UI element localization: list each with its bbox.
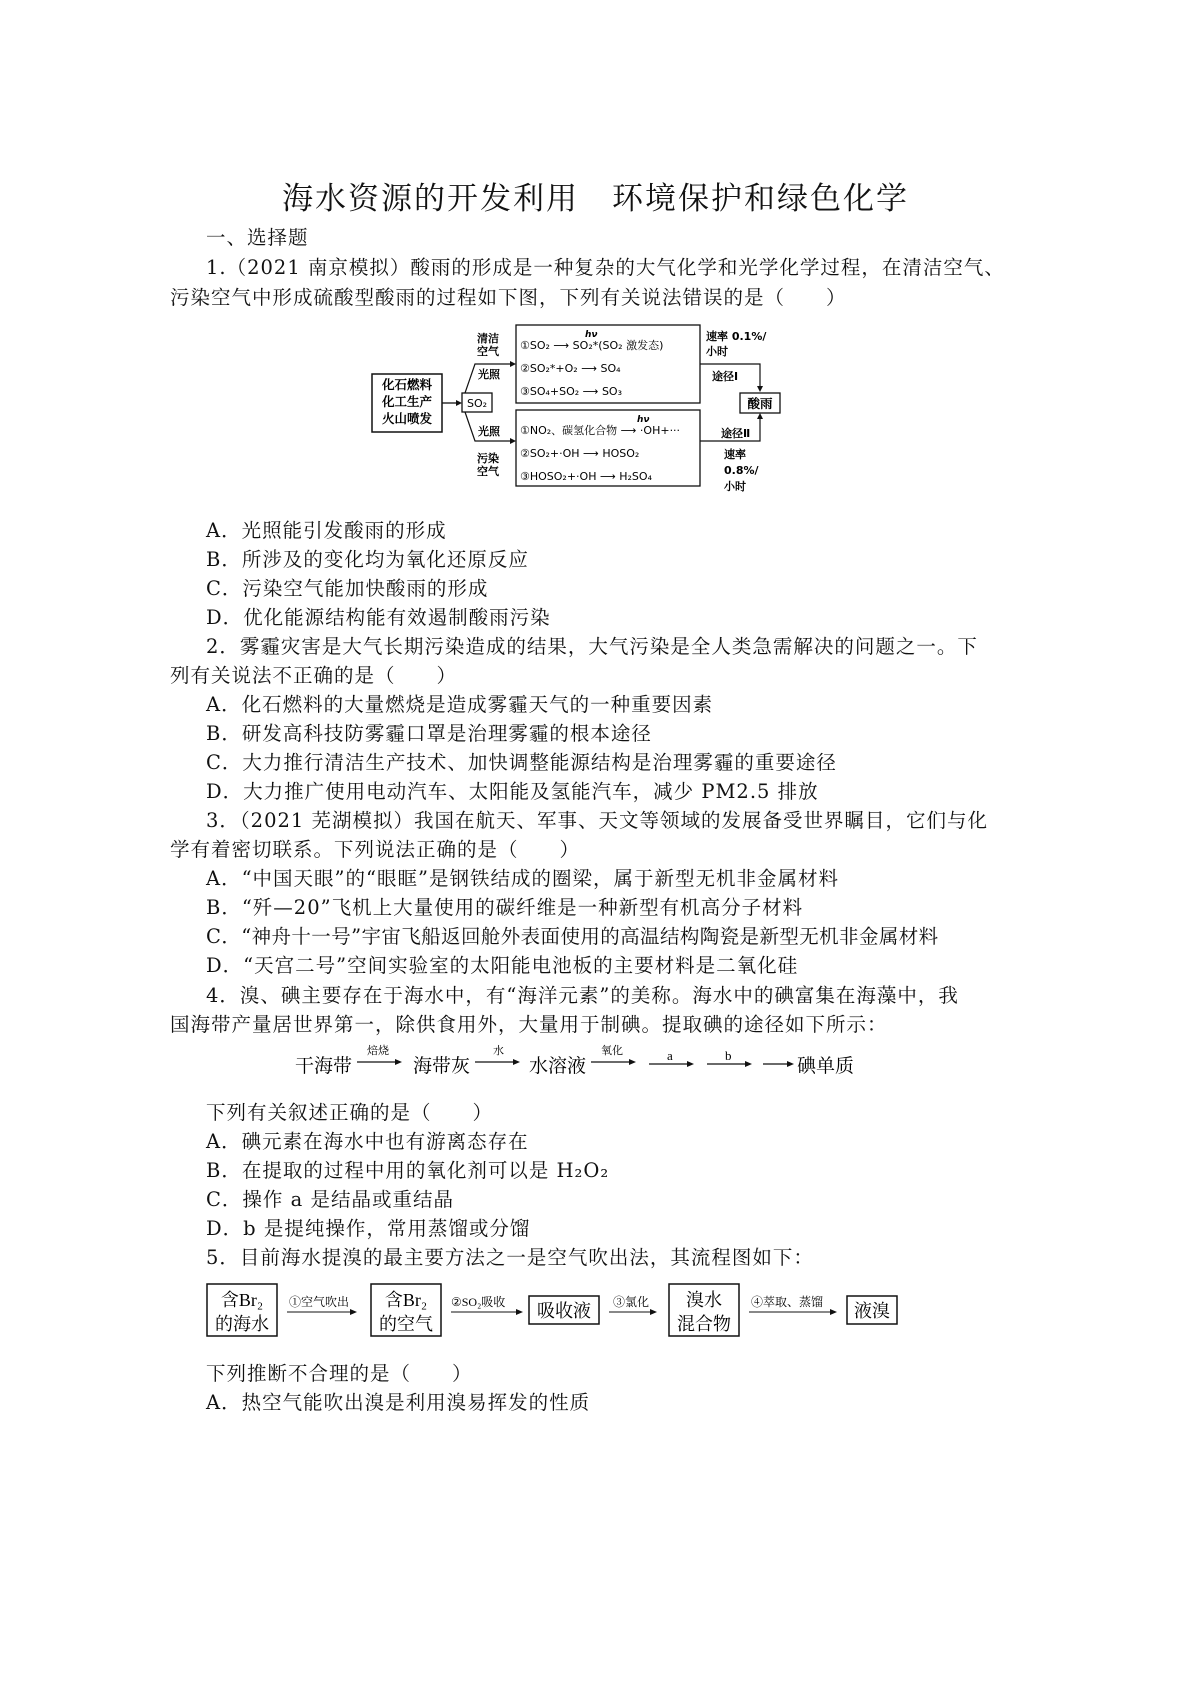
rate-bottom-3: 小时 (724, 480, 746, 493)
bromine-water-box-line1: 溴水 (686, 1290, 722, 1310)
q3-option-c: C．“神舟十一号”宇宙飞船返回舱外表面使用的高温结构陶瓷是新型无机非金属材料 (206, 925, 939, 948)
q4-option-c: C．操作 a 是结晶或重结晶 (206, 1188, 454, 1211)
path-1-label: 途径Ⅰ (712, 370, 739, 383)
q4-stem-line2: 国海带产量居世界第一，除供食用外，大量用于制碘。提取碘的途径如下所示： (170, 1013, 888, 1036)
light-top-label: 光照 (478, 368, 500, 381)
liquid-bromine-box: 液溴 (854, 1301, 890, 1321)
hv-bottom: hν (637, 415, 650, 425)
rate-bottom-2: 0.8%/ (724, 464, 759, 477)
q1-option-c: C．污染空气能加快酸雨的形成 (206, 577, 489, 600)
q5-stem-line1: 5．目前海水提溴的最主要方法之一是空气吹出法，其流程图如下： (206, 1246, 814, 1269)
polluted-air-label-2: 空气 (477, 465, 499, 478)
page-title: 海水资源的开发利用 环境保护和绿色化学 (282, 181, 909, 217)
q2-option-d: D．大力推广使用电动汽车、太阳能及氢能汽车，减少 PM2.5 排放 (206, 780, 819, 803)
iodine-flow (295, 1040, 875, 1082)
q2-stem-line2: 列有关说法不正确的是（ ） (170, 664, 458, 687)
q2-option-b: B．研发高科技防雾霾口罩是治理雾霾的根本途径 (206, 722, 652, 745)
flow-node-solution: 水溶液 (529, 1056, 587, 1077)
flow-step-roast: 焙烧 (367, 1045, 389, 1057)
bottom-reaction-3: ③HOSO₂+·OH ⟶ H₂SO₄ (520, 470, 652, 483)
section-heading: 一、选择题 (206, 226, 309, 249)
q3-option-b: B．“歼—20”飞机上大量使用的碳纤维是一种新型有机高分子材料 (206, 896, 804, 919)
q1-option-a: A．光照能引发酸雨的形成 (206, 519, 447, 542)
polluted-air-label-1: 污染 (477, 452, 499, 465)
step-so2-absorb: ②SO₂吸收 (451, 1295, 506, 1309)
q4-stem-line1: 4．溴、碘主要存在于海水中，有“海洋元素”的美称。海水中的碘富集在海藻中，我 (206, 984, 959, 1007)
top-reaction-1: ①SO₂ ⟶ SO₂*(SO₂ 激发态) (520, 339, 664, 352)
flow-step-a: a (667, 1048, 673, 1063)
q4-question: 下列有关叙述正确的是（ ） (206, 1101, 494, 1124)
flow-step-water: 水 (493, 1045, 504, 1057)
so2-node: SO₂ (466, 397, 488, 410)
step-extract-distill: ④萃取、蒸馏 (751, 1295, 824, 1309)
clean-air-label-1: 清洁 (477, 332, 499, 345)
q1-stem-line1: 1.（2021 南京模拟）酸雨的形成是一种复杂的大气化学和光学化学过程，在清洁空气、 (206, 256, 1005, 279)
step-chlorinate: ③氯化 (613, 1295, 650, 1309)
hv-top: hν (585, 330, 598, 340)
path-2-label: 途径Ⅱ (721, 427, 751, 440)
q3-stem-line1: 3．（2021 芜湖模拟）我国在航天、军事、天文等领域的发展备受世界瞩目，它们与化 (206, 809, 988, 832)
seawater-box-line1: 含Br₂ (220, 1290, 264, 1310)
q2-option-c: C．大力推行清洁生产技术、加快调整能源结构是治理雾霾的重要途径 (206, 751, 837, 774)
air-box-line2: 的空气 (379, 1314, 433, 1334)
rate-bottom-1: 速率 (724, 448, 746, 461)
q4-option-a: A．碘元素在海水中也有游离态存在 (206, 1130, 529, 1153)
acid-rain-node: 酸雨 (747, 396, 773, 411)
q4-option-b: B．在提取的过程中用的氧化剂可以是 H₂O₂ (206, 1159, 610, 1182)
q2-option-a: A．化石燃料的大量燃烧是造成雾霾天气的一种重要因素 (206, 693, 714, 716)
seawater-box-line2: 的海水 (215, 1314, 269, 1334)
absorb-liquid-box: 吸收液 (537, 1301, 591, 1321)
clean-air-label-2: 空气 (477, 345, 499, 358)
q1-option-d: D．优化能源结构能有效遏制酸雨污染 (206, 606, 551, 629)
flow-node-kelp-ash: 海带灰 (413, 1056, 471, 1077)
flow-step-b: b (725, 1048, 732, 1063)
q5-question: 下列推断不合理的是（ ） (206, 1362, 473, 1385)
source-chemical: 化工生产 (381, 394, 433, 409)
rate-top-2: 小时 (706, 345, 728, 358)
q1-option-b: B．所涉及的变化均为氧化还原反应 (206, 548, 529, 571)
q3-option-d: D．“天宫二号”空间实验室的太阳能电池板的主要材料是二氧化硅 (206, 954, 799, 977)
source-volcano: 火山喷发 (381, 411, 433, 426)
light-bottom-label: 光照 (478, 425, 500, 438)
flow-step-oxidize: 氧化 (601, 1045, 623, 1057)
q1-stem-line2: 污染空气中形成硫酸型酸雨的过程如下图，下列有关说法错误的是（ ） (170, 286, 847, 309)
bottom-reaction-2: ②SO₂+·OH ⟶ HOSO₂ (520, 447, 640, 460)
q3-stem-line2: 学有着密切联系。下列说法正确的是（ ） (170, 838, 581, 861)
flow-node-dry-kelp: 干海带 (295, 1056, 353, 1077)
step-air-blow: ①空气吹出 (289, 1295, 350, 1309)
q3-option-a: A．“中国天眼”的“眼眶”是钢铁结成的圈梁，属于新型无机非金属材料 (206, 867, 839, 890)
bromine-flow (205, 1282, 905, 1342)
bromine-water-box-line2: 混合物 (677, 1314, 731, 1334)
top-reaction-3: ③SO₄+SO₂ ⟶ SO₃ (520, 385, 622, 398)
flow-node-iodine: 碘单质 (797, 1056, 855, 1077)
q5-option-a: A．热空气能吹出溴是利用溴易挥发的性质 (206, 1391, 591, 1414)
acid-rain-diagram (370, 322, 790, 497)
source-fossil: 化石燃料 (381, 377, 433, 392)
air-box-line1: 含Br₂ (384, 1290, 428, 1310)
rate-top-1: 速率 0.1%/ (706, 330, 767, 343)
q2-stem-line1: 2．雾霾灾害是大气长期污染造成的结果，大气污染是全人类急需解决的问题之一。下 (206, 635, 978, 658)
bottom-reaction-1: ①NO₂、碳氢化合物 ⟶ ·OH+··· (520, 424, 681, 437)
top-reaction-2: ②SO₂*+O₂ ⟶ SO₄ (520, 362, 621, 375)
q4-option-d: D．b 是提纯操作，常用蒸馏或分馏 (206, 1217, 531, 1240)
